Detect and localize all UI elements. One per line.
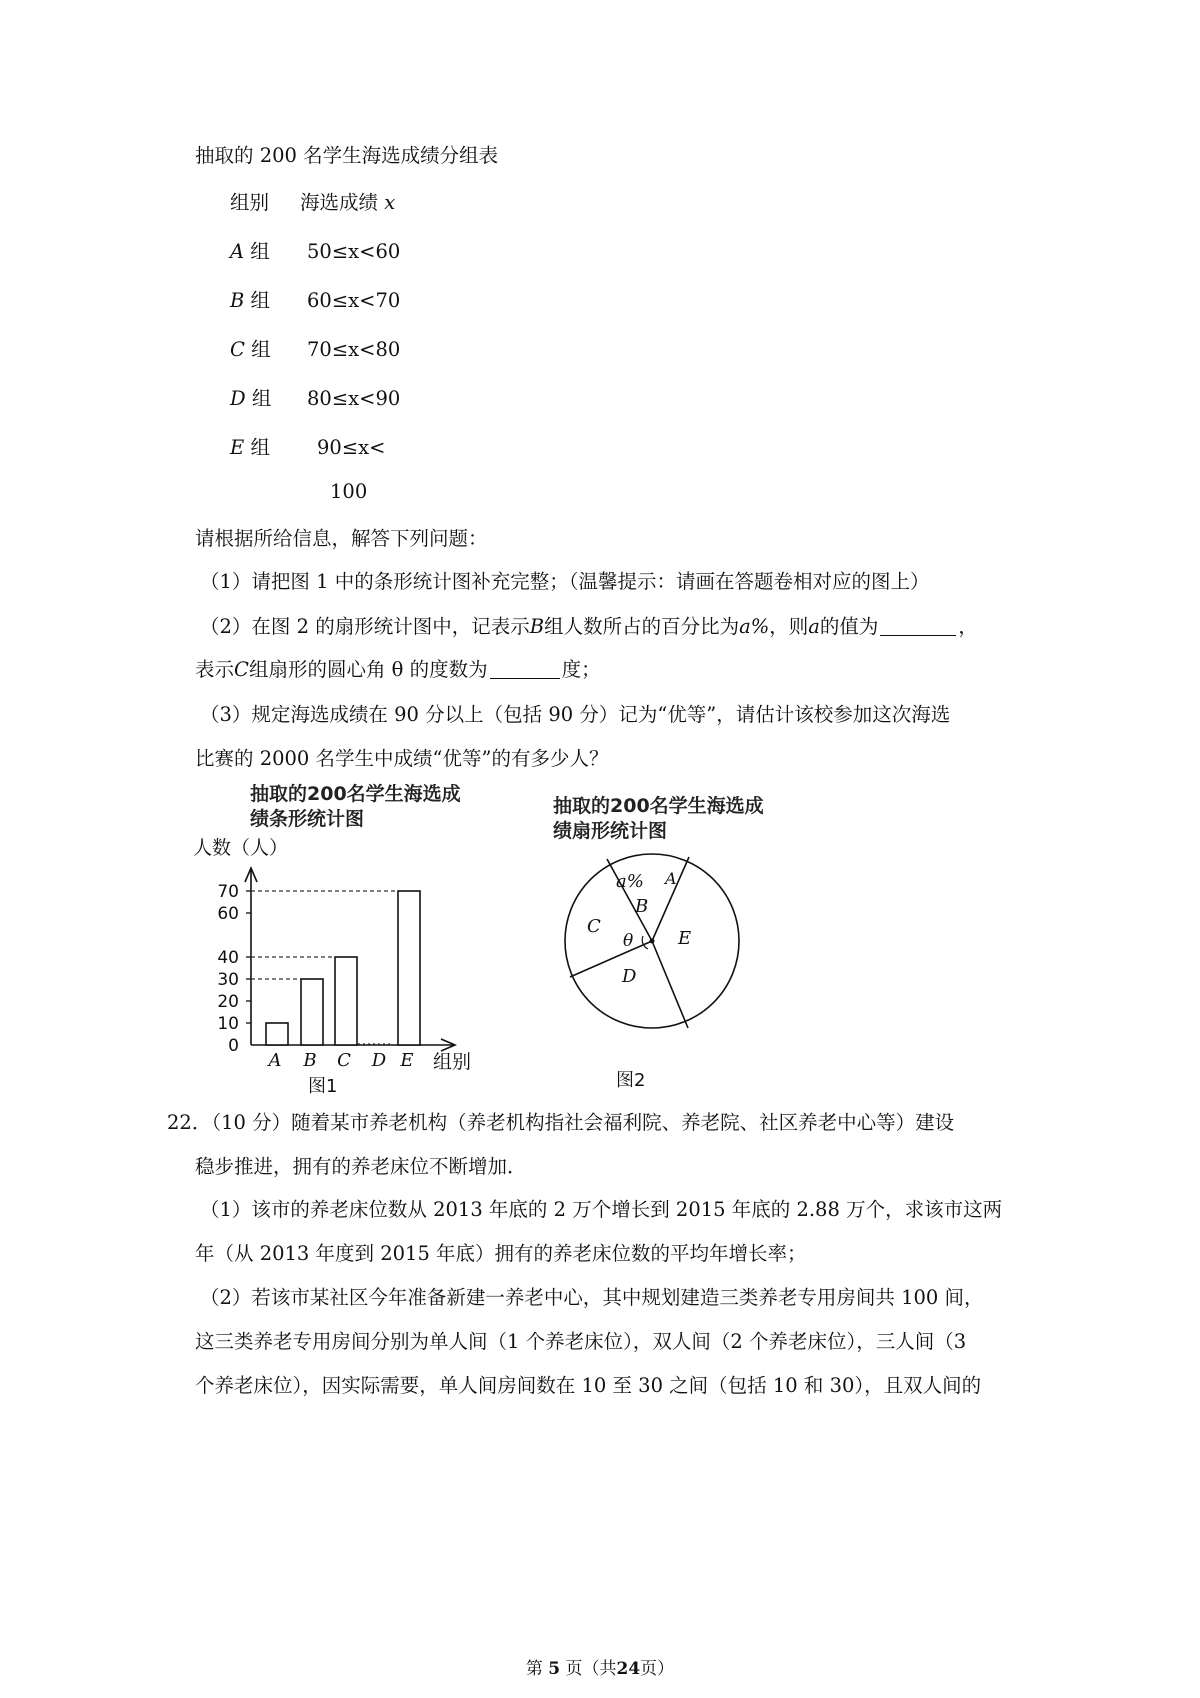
label-E: E [678, 928, 692, 949]
y-tick-label: 20 [217, 992, 239, 1012]
x-tick-label: A [268, 1050, 282, 1071]
score-range-cont: 100 [330, 480, 368, 503]
group-suffix: 组 [251, 338, 271, 361]
page-number: 5 [548, 1659, 561, 1679]
bar-E [398, 891, 420, 1045]
page-footer: 第 5 页（共24页） [525, 1659, 675, 1679]
y-tick-label: 10 [217, 1014, 239, 1034]
x-axis-label: 组别 [433, 1051, 472, 1073]
group-letter: E [230, 436, 245, 459]
x-tick-label: B [303, 1050, 317, 1071]
q21-intro: 请根据所给信息，解答下列问题： [195, 527, 488, 550]
group-letter: C [230, 338, 245, 361]
bar-C [335, 957, 357, 1045]
score-range: 70≤x<80 [307, 338, 401, 361]
label-D: D [622, 966, 637, 987]
table-title: 抽取的 200 名学生海选成绩分组表 [195, 144, 499, 167]
answer-blank[interactable] [490, 660, 560, 679]
q22-line1: 22．（10 分）随着某市养老机构（养老机构指社会福利院、养老院、社区养老中心等）建设 [167, 1111, 955, 1134]
page-total: 24 [616, 1659, 641, 1679]
pie-center [650, 939, 655, 944]
score-range: 50≤x<60 [307, 240, 401, 263]
q21-part3-line1: （3）规定海选成绩在 90 分以上（包括 90 分）记为“优等”，请估计该校参加这次海选 [200, 703, 951, 726]
q22-line4: 年（从 2013 年度到 2015 年底）拥有的养老床位数的平均年增长率； [195, 1242, 807, 1265]
bar-chart [185, 830, 495, 1100]
figure2-caption: 图2 [616, 1070, 646, 1091]
q22-line5: （2）若该市某社区今年准备新建一养老中心，其中规划建造三类养老专用房间共 100 间， [200, 1286, 984, 1309]
answer-blank[interactable] [880, 617, 956, 636]
score-range: 90≤x< [317, 436, 386, 459]
group-suffix: 组 [250, 289, 271, 312]
group-letter: A [230, 240, 245, 263]
group-letter: D [230, 387, 246, 410]
label-B: B [635, 896, 649, 917]
group-letter: B [230, 289, 245, 312]
figure2-title: 抽取的200名学生海选成 绩扇形统计图 [553, 795, 764, 842]
q21-part2-line1: （2）在图 2 的扇形统计图中，记表示B组人数所占的百分比为a%，则a的值为 ， [200, 615, 978, 638]
x-tick-label: E [400, 1050, 414, 1071]
q21-part3-line2: 比赛的 2000 名学生中成绩“优等”的有多少人？ [195, 747, 609, 770]
q22-line6: 这三类养老专用房间分别为单人间（1 个养老床位），双人间（2 个养老床位），三人间（3 [195, 1330, 967, 1353]
label-C: C [587, 916, 601, 937]
table-header-group: 组别 [230, 191, 270, 214]
y-tick-label: 70 [217, 882, 239, 902]
q21-part1: （1）请把图 1 中的条形统计图补充完整；（温馨提示：请画在答题卷相对应的图上） [200, 570, 930, 593]
y-tick-label: 60 [217, 904, 239, 924]
q22-line7: 个养老床位），因实际需要，单人间房间数在 10 至 30 之间（包括 10 和 30），且双人间的 [195, 1374, 982, 1397]
q22-line2: 稳步推进，拥有的养老床位不断增加． [195, 1155, 527, 1178]
group-suffix: 组 [251, 387, 272, 410]
x-tick-label: C [337, 1050, 351, 1071]
group-suffix: 组 [250, 240, 270, 263]
score-range: 80≤x<90 [307, 387, 401, 410]
x-tick-label: D [371, 1050, 387, 1071]
label-A: A [665, 869, 677, 888]
y-tick-label: 30 [217, 970, 239, 990]
figure1-title: 抽取的200名学生海选成 绩条形统计图 [250, 783, 461, 830]
q21-part2-line2: 表示C组扇形的圆心角 θ 的度数为 度； [195, 658, 601, 681]
bar-B [301, 979, 323, 1045]
table-header-score: 海选成绩 x [300, 191, 396, 214]
bar-A [266, 1023, 288, 1045]
label-theta: θ [623, 931, 634, 951]
label-a-percent: a% [616, 871, 644, 892]
y-axis-label: 人数（人） [193, 837, 289, 859]
q22-line3: （1）该市的养老床位数从 2013 年底的 2 万个增长到 2015 年底的 2.88 万个，求该市这两 [200, 1198, 1003, 1221]
y-tick-label: 40 [217, 948, 239, 968]
score-range: 60≤x<70 [307, 289, 401, 312]
y-tick-label: 0 [228, 1036, 239, 1056]
pie-chart [560, 850, 750, 1035]
group-suffix: 组 [250, 436, 270, 459]
figure1-caption: 图1 [308, 1076, 338, 1097]
